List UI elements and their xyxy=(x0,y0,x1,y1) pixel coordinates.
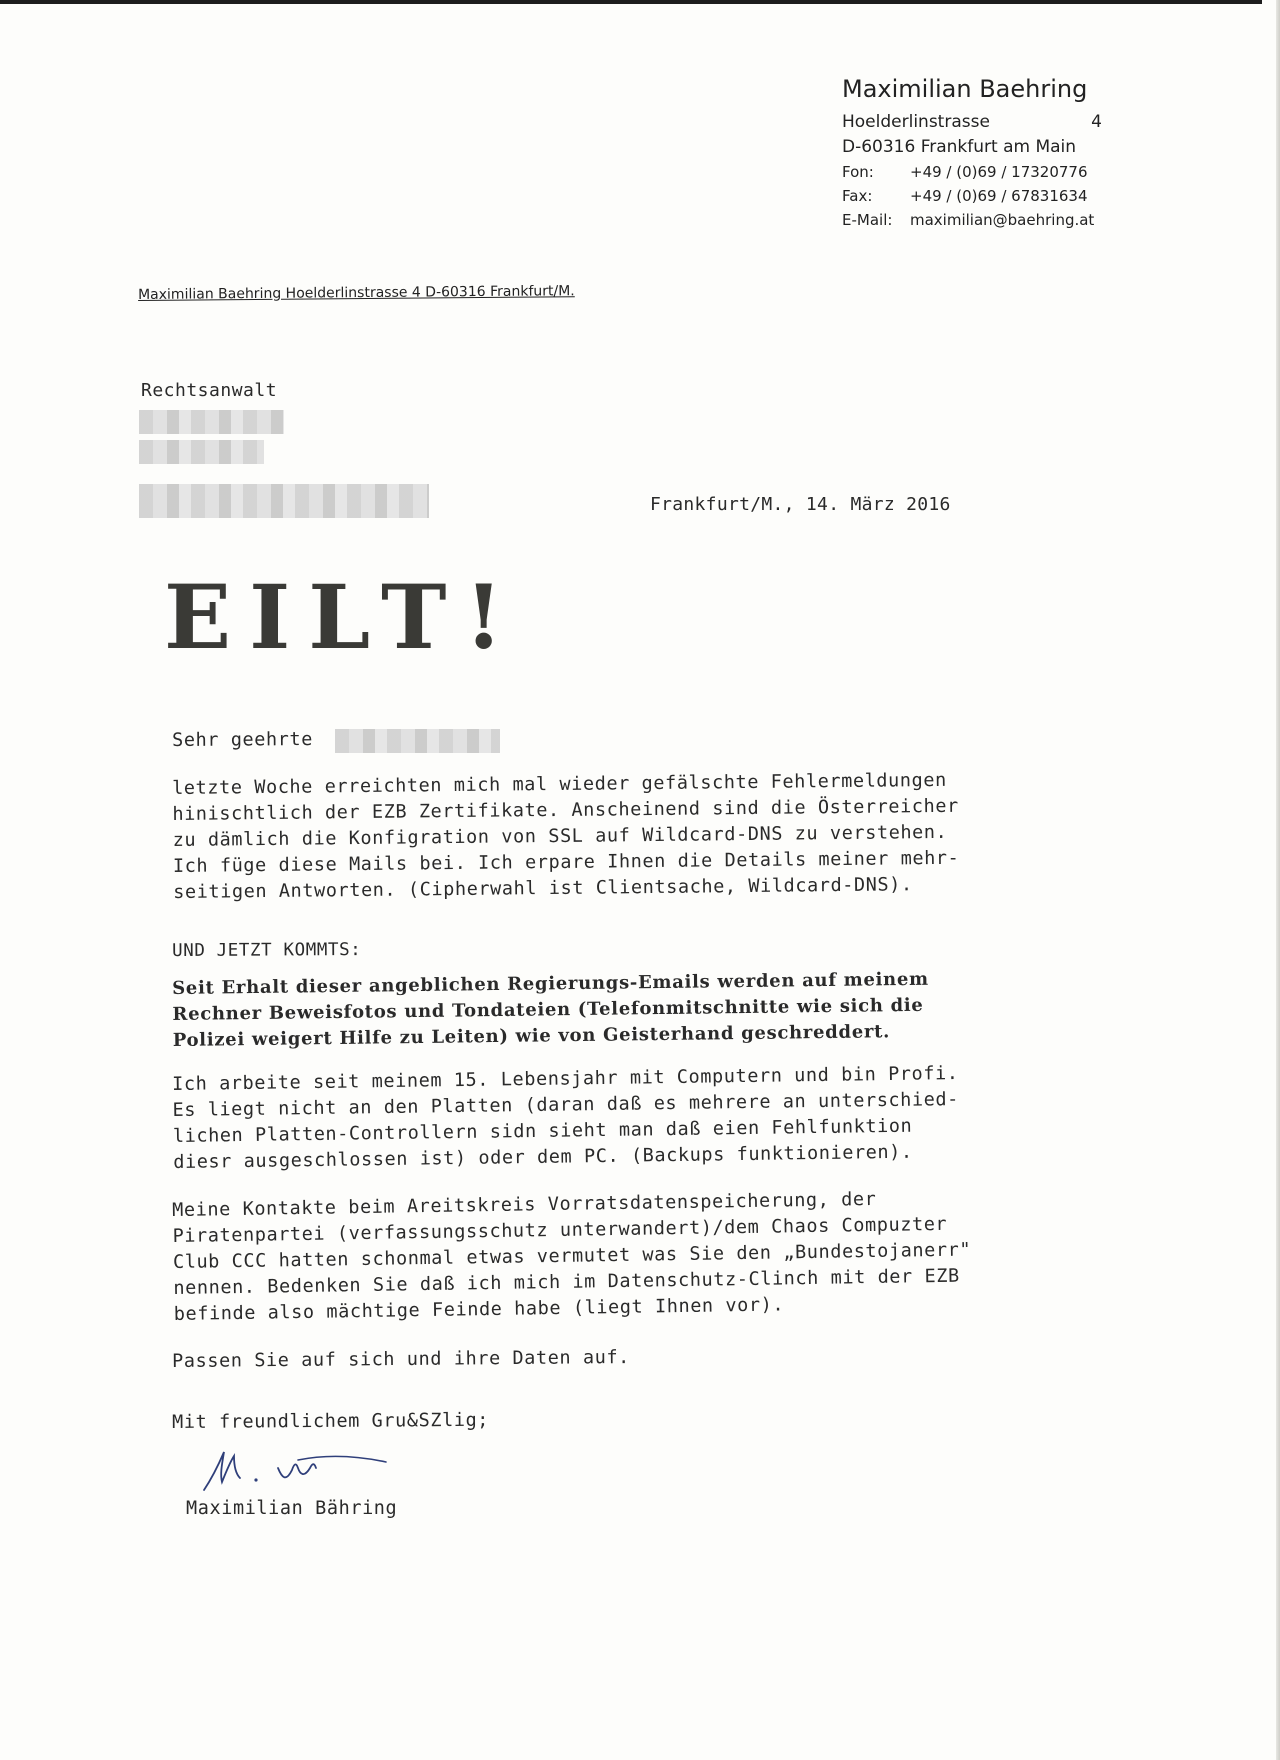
letter-date: Frankfurt/M., 14. März 2016 xyxy=(650,494,951,515)
urgent-heading: EILT! xyxy=(164,565,522,669)
closing: Mit freundlichem Gru&SZlig; xyxy=(172,1409,490,1433)
email-value: maximilian@baehring.at xyxy=(910,211,1095,229)
letterhead-city: D-60316 Frankfurt am Main xyxy=(842,137,1077,157)
phone-label: Fon: xyxy=(842,163,874,181)
letterhead-email xyxy=(842,208,1102,232)
letterhead-house-number: 4 xyxy=(1091,112,1102,132)
paragraph-take-care: Passen Sie auf sich und ihre Daten auf. xyxy=(172,1347,630,1372)
redacted-recipient-city xyxy=(139,484,429,518)
phone-value: +49 / (0)69 / 17320776 xyxy=(910,163,1088,181)
paragraph-shredded-files: Seit Erhalt dieser angeblichen Regierungs-Emails werden auf meinem Rechner Beweisfotos und Tondateien (Telefonmitschnitte wie sich die Polizei weigert Hilfe zu Leiten) wie von Geisterhand geschreddert. xyxy=(172,968,929,1051)
redacted-recipient-name xyxy=(139,410,284,434)
page-edge xyxy=(1276,0,1280,1760)
letterhead-name: Maximilian Baehring xyxy=(842,75,1088,103)
fax-value: +49 / (0)69 / 67831634 xyxy=(910,187,1088,205)
signature-name: Maximilian Bähring xyxy=(186,1498,398,1519)
letterhead-street: Hoelderlinstrasse xyxy=(842,112,990,132)
sender-return-address: Maximilian Baehring Hoelderlinstrasse 4 D-60316 Frankfurt/M. xyxy=(138,283,575,303)
paragraph-certificates: letzte Woche erreichten mich mal wieder gefälschte Fehlermeldungen hinischtlich der EZB Zertifikate. Anscheinend sind die Österreicher zu dämlich die Konfigration von SSL auf Wildcard-DNS zu verstehen. Ich füge diese Mails bei. Ich erpare Ihnen die Details meiner mehr- seitigen Antworten. (Cipherwahl ist Clientsache, Wildcard-DNS). xyxy=(172,769,960,903)
letterhead xyxy=(842,72,1102,232)
letterhead-phone xyxy=(842,160,1102,184)
paragraph-now-it-comes: UND JETZT KOMMTS: xyxy=(172,940,362,961)
paragraph-contacts: Meine Kontakte beim Areitskreis Vorratsdatenspeicherung, der Piratenpartei (verfassungsschutz unterwandert)/dem Chaos Compuzter Club CCC hatten schonmal etwas vermutet was Sie den „Bundestojanerr" nennen. Bedenken Sie daß ich mich im Datenschutz-Clinch mit der EZB befinde also mächtige Feinde habe (liegt Ihnen vor). xyxy=(172,1188,972,1325)
redacted-recipient-street xyxy=(139,440,264,464)
salutation: Sehr geehrte xyxy=(172,729,314,751)
email-label: E-Mail: xyxy=(842,211,893,229)
fax-label: Fax: xyxy=(842,187,873,205)
top-border xyxy=(0,0,1262,4)
letterhead-street-line xyxy=(842,110,1102,135)
recipient-title: Rechtsanwalt xyxy=(141,380,278,401)
handwritten-signature xyxy=(198,1438,398,1498)
redacted-salutation-name xyxy=(335,729,500,753)
paragraph-professional: Ich arbeite seit meinem 15. Lebensjahr mit Computern und bin Profi. Es liegt nicht an den Platten (daran daß es mehrere an unterschied- lichen Platten-Controllern sidn sieht man daß eien Fehlfunktion diesr ausgeschlossen ist) oder dem PC. (Backups funktionieren). xyxy=(172,1063,960,1173)
letterhead-fax xyxy=(842,184,1102,208)
